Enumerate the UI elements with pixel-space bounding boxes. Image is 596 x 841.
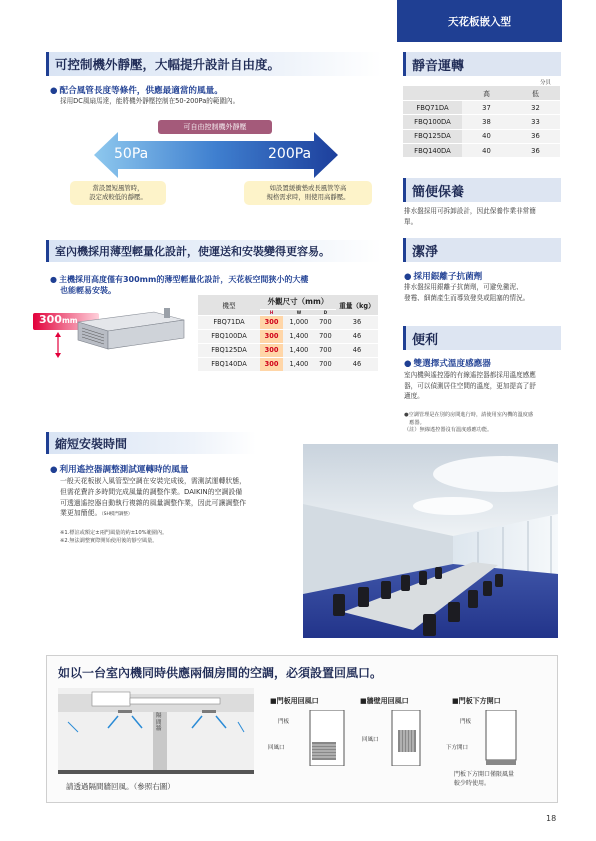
- opt3-note-line1: 門板下方開口僅限風量: [454, 771, 515, 778]
- clean-bullet: ● 採用銀離子抗菌劑: [404, 270, 482, 282]
- static-pressure-desc: 採用DC風扇馬達，能將機外靜壓控制在50-200Pa的範圍內。: [60, 97, 240, 105]
- noise-high: 40: [462, 144, 511, 158]
- static-pressure-title: [46, 52, 382, 76]
- spec-d: 700: [315, 357, 336, 371]
- clean-line1: 排水盤採用銀離子抗菌劑，可避免黴泥、: [404, 283, 523, 291]
- table-row: [403, 129, 560, 143]
- noise-high: 37: [462, 100, 511, 114]
- low-pressure-note: [70, 181, 166, 205]
- install-time-line3: 可透過遙控器自動執行複雜的風量調整作業，因此可讓調整作: [60, 498, 247, 507]
- convenience-line1: 室內機與遙控器的有線遙控器都採用溫度感應: [404, 371, 536, 379]
- spec-w: 1,400: [283, 357, 315, 371]
- noise-col-model: [403, 86, 462, 100]
- install-time-title-text: 縮短安裝時間: [55, 436, 128, 451]
- convenience-note2: 應器。: [404, 419, 425, 426]
- convenience-desc: [404, 370, 536, 402]
- thin-design-bullet-line2: 也能輕易安裝。: [60, 286, 116, 295]
- maintenance-line2: 單。: [404, 217, 418, 226]
- noise-table: [403, 86, 560, 158]
- convenience-title-text: 便利: [412, 332, 439, 348]
- convenience-notes: [404, 412, 533, 435]
- noise-model: FBQ71DA: [403, 100, 462, 114]
- spec-w: 1,400: [283, 343, 315, 357]
- install-time-tag: （SH模門調整）: [101, 512, 133, 518]
- install-time-note2: ※2.無法調整實際開始使用後的靜空風量。: [60, 537, 158, 544]
- install-time-bullet: ● 利用遙控器調整測試運轉時的風量: [50, 463, 188, 475]
- table-row: [198, 315, 378, 329]
- maintenance-title: [403, 178, 561, 202]
- opt2-vent-label: 回風口: [362, 737, 379, 743]
- quiet-unit: 分貝: [540, 80, 552, 86]
- static-pressure-title-text: 可控制機外靜壓，大幅提升設計自由度。: [55, 57, 281, 72]
- spec-kg: 46: [336, 357, 378, 371]
- clean-title-text: 潔淨: [412, 244, 439, 260]
- table-row: [403, 100, 560, 114]
- height-arrow: [53, 332, 63, 358]
- table-row: [198, 329, 378, 343]
- conference-room-photo: [303, 444, 558, 638]
- table-row: [403, 144, 560, 158]
- thin-design-bullet-line1: ● 主機採用高度僅有300mm的薄型輕量化設計，天花板空間狹小的大樓: [50, 274, 308, 285]
- convenience-note3: （註）無線遙控器沒有溫度感應功能。: [404, 427, 493, 433]
- category-tab: 天花板嵌入型: [397, 0, 562, 42]
- opt3-note: [454, 770, 514, 788]
- install-time-note1: ※1.標註或額定±兩門風量的約±10%範圍內。: [60, 530, 168, 536]
- install-time-title: [46, 432, 256, 454]
- spec-col-dim: 外觀尺寸（mm）: [260, 295, 336, 309]
- spec-model: FBQ140DA: [198, 357, 260, 371]
- maintenance-title-text: 簡便保養: [412, 184, 465, 200]
- noise-col-high: 高: [462, 86, 511, 100]
- spec-h: 300: [260, 329, 283, 343]
- noise-model: FBQ140DA: [403, 144, 462, 158]
- spec-sub-d: D: [315, 309, 336, 315]
- spec-d: 700: [315, 315, 336, 329]
- noise-model: FBQ125DA: [403, 129, 462, 143]
- range-label-badge: 可自由控制機外靜壓: [158, 120, 272, 134]
- quiet-title-text: 靜音運轉: [412, 58, 465, 74]
- wall-grille-diagram: [384, 710, 424, 766]
- clean-line2: 發霉、細菌產生而導致發臭或阻塞的情況。: [404, 293, 530, 302]
- page-number: 18: [546, 814, 557, 823]
- low-pressure-note-line1: 當設置短風管時，: [92, 184, 144, 192]
- high-pressure-note-line2: 規格需求時，則使用高靜壓。: [266, 193, 350, 201]
- install-time-line4: [60, 508, 246, 521]
- spec-model: FBQ100DA: [198, 329, 260, 343]
- noise-model: FBQ100DA: [403, 115, 462, 129]
- spec-kg: 46: [336, 329, 378, 343]
- noise-low: 36: [511, 144, 560, 158]
- height-badge-value: 300: [39, 313, 62, 326]
- return-air-title: 如以一台室內機同時供應兩個房間的空調，必須設置回風口。: [58, 666, 383, 680]
- install-time-line1: 一般天花板嵌入風管型空調在安裝完成後，需測試運轉狀態，: [60, 477, 247, 485]
- convenience-line2: 器，可以偵測居住空間的溫度，更加提高了舒: [404, 381, 536, 390]
- spec-w: 1,400: [283, 329, 315, 343]
- high-pressure-note: [244, 181, 372, 205]
- spec-model: FBQ71DA: [198, 315, 260, 329]
- spec-sub-w: W: [283, 309, 315, 315]
- clean-title: [403, 238, 561, 262]
- clean-desc: [404, 282, 529, 303]
- spec-col-weight: 重量（kg）: [336, 295, 378, 315]
- spec-model: FBQ125DA: [198, 343, 260, 357]
- opt1-vent-label: 回風口: [268, 745, 285, 751]
- option-door-grille-title: ■門板用回風口: [270, 697, 319, 705]
- noise-low: 32: [511, 100, 560, 114]
- quiet-title: [403, 52, 561, 76]
- spec-sub-h: H: [260, 309, 283, 315]
- opt3-note-line2: 較少時使用。: [454, 780, 491, 787]
- ducted-unit-image: [68, 302, 192, 360]
- install-time-notes: [60, 530, 167, 545]
- spec-w: 1,000: [283, 315, 315, 329]
- convenience-note1: ●空調管理是在別的房間進行時，請使用室內機的溫度感: [404, 412, 534, 418]
- option-undercut-title: ■門板下方開口: [452, 697, 501, 705]
- thin-design-title-text: 室內機採用薄型輕量化設計，使運送和安裝變得更容易。: [55, 245, 330, 258]
- partition-label: [156, 713, 162, 733]
- spec-h: 300: [260, 315, 283, 329]
- maintenance-line1: 排水盤採用可拆卸設計，因此保養作業非常簡: [404, 207, 536, 215]
- convenience-line3: 適度。: [404, 392, 424, 400]
- table-row: [403, 115, 560, 129]
- noise-low: 33: [511, 115, 560, 129]
- spec-h: 300: [260, 343, 283, 357]
- spec-h: 300: [260, 357, 283, 371]
- table-row: [198, 343, 378, 357]
- install-time-line2: 但需花費許多時間完成風量的調整作業。DAIKIN的空調設備: [60, 487, 243, 496]
- table-row: [198, 357, 378, 371]
- partition-label-3: 牆: [156, 726, 162, 732]
- noise-col-low: 低: [511, 86, 560, 100]
- spec-kg: 36: [336, 315, 378, 329]
- partition-label-2: 間: [156, 719, 162, 726]
- door-undercut-diagram: [476, 710, 526, 766]
- opt3-door-label: 門板: [460, 719, 472, 725]
- noise-high: 40: [462, 129, 511, 143]
- thin-design-title: [46, 240, 382, 262]
- pressure-min-label: 50Pa: [114, 146, 149, 162]
- noise-low: 36: [511, 129, 560, 143]
- maintenance-desc: [404, 206, 536, 227]
- noise-high: 38: [462, 115, 511, 129]
- convenience-bullet: ● 雙選擇式溫度感應器: [404, 357, 491, 369]
- convenience-title: [403, 326, 561, 350]
- option-wall-grille-title: ■牆壁用回風口: [360, 697, 409, 705]
- spec-kg: 46: [336, 343, 378, 357]
- return-air-caption: 請透過隔間牆回風。（參照右圖）: [66, 782, 175, 791]
- spec-table: [198, 295, 378, 372]
- install-time-line4-text: 業更加簡便。: [60, 509, 102, 518]
- opt3-vent-label: 下方開口: [446, 745, 469, 751]
- opt1-door-label: 門板: [278, 719, 290, 725]
- low-pressure-note-line2: 設定成較低的靜壓。: [89, 193, 147, 201]
- spec-d: 700: [315, 343, 336, 357]
- spec-col-model: 機型: [198, 295, 260, 315]
- pressure-max-label: 200Pa: [268, 146, 312, 162]
- height-badge-unit: mm: [61, 316, 78, 325]
- door-grille-diagram: [290, 710, 346, 766]
- static-pressure-bullet: ● 配合風管長度等條件，供應最適當的風量。: [50, 84, 223, 96]
- spec-d: 700: [315, 329, 336, 343]
- high-pressure-note-line1: 如設置緩衝墊或長風管等高: [269, 184, 347, 192]
- install-time-desc: [60, 476, 246, 521]
- partition-label-1: 隔: [156, 713, 162, 719]
